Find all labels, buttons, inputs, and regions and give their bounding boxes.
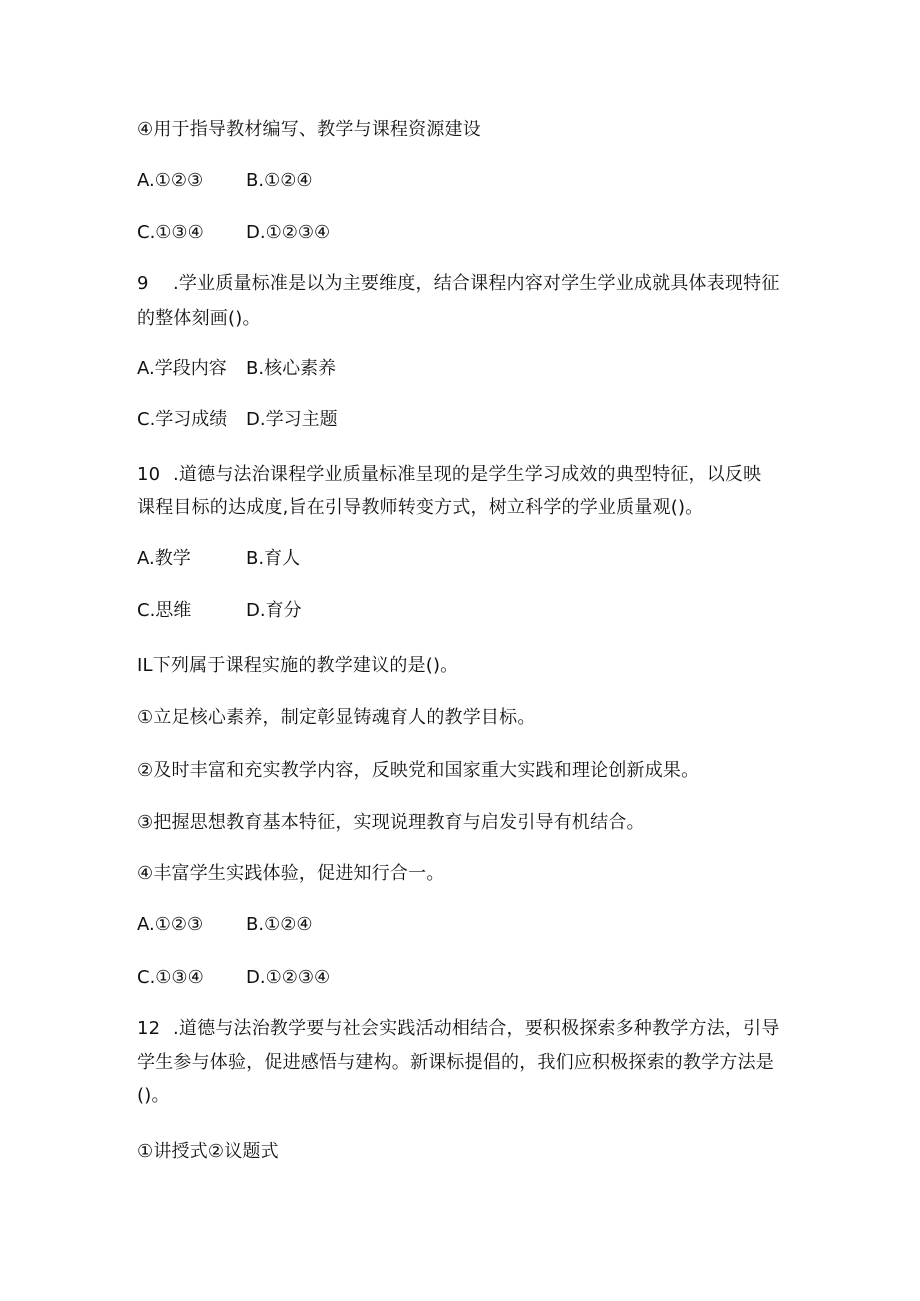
question-9-line-2: 的整体刻画()。 xyxy=(137,308,261,329)
question-text: .道德与法治教学要与社会实践活动相结合，要积极探索多种教学方法，引导 xyxy=(173,1018,780,1039)
question-number: 10 xyxy=(137,464,161,485)
option-a: A.①②③ xyxy=(137,914,204,935)
question-9-line-1 xyxy=(137,272,780,296)
option-d: D.学习主题 xyxy=(246,409,338,430)
statement-item-4: ④丰富学生实践体验，促进知行合一。 xyxy=(137,863,445,884)
statement-item-1: ①立足核心素养，制定彰显铸魂育人的教学目标。 xyxy=(137,707,536,728)
question-10-line-2: 课程目标的达成度,旨在引导教师转变方式，树立科学的学业质量观()。 xyxy=(137,497,704,518)
option-b: B.育人 xyxy=(246,548,301,569)
question-11-stem: IL下列属于课程实施的教学建议的是()。 xyxy=(137,655,459,676)
question-number: 12 xyxy=(137,1018,161,1039)
option-b: B.①②④ xyxy=(246,170,313,191)
option-b: B.①②④ xyxy=(246,914,313,935)
statement-item-4: ④用于指导教材编写、教学与课程资源建设 xyxy=(137,119,481,140)
option-c: C.①③④ xyxy=(137,967,204,988)
option-b: B.核心素养 xyxy=(246,358,337,379)
question-text: .道德与法治课程学业质量标准呈现的是学生学习成效的典型特征，以反映 xyxy=(173,464,762,485)
option-a: A.①②③ xyxy=(137,170,204,191)
statement-items: ①讲授式②议题式 xyxy=(137,1141,279,1162)
question-12-line-1 xyxy=(137,1017,780,1041)
question-12-line-3: ()。 xyxy=(137,1085,170,1106)
option-d: D.①②③④ xyxy=(246,967,331,988)
option-c: C.学习成绩 xyxy=(137,409,228,430)
question-10-line-1 xyxy=(137,463,761,487)
question-text: .学业质量标准是以为主要维度，结合课程内容对学生学业成就具体表现特征 xyxy=(173,273,780,294)
question-number: 9 xyxy=(137,273,149,294)
option-d: D.①②③④ xyxy=(246,222,331,243)
option-c: C.思维 xyxy=(137,600,192,621)
question-12-line-2: 学生参与体验，促进感悟与建构。新课标提倡的，我们应积极探索的教学方法是 xyxy=(137,1052,774,1073)
option-c: C.①③④ xyxy=(137,222,204,243)
option-d: D.育分 xyxy=(246,600,302,621)
statement-item-2: ②及时丰富和充实教学内容，反映党和国家重大实践和理论创新成果。 xyxy=(137,760,700,781)
option-a: A.教学 xyxy=(137,548,191,569)
option-a: A.学段内容 xyxy=(137,358,227,379)
statement-item-3: ③把握思想教育基本特征，实现说理教育与启发引导有机结合。 xyxy=(137,812,645,833)
